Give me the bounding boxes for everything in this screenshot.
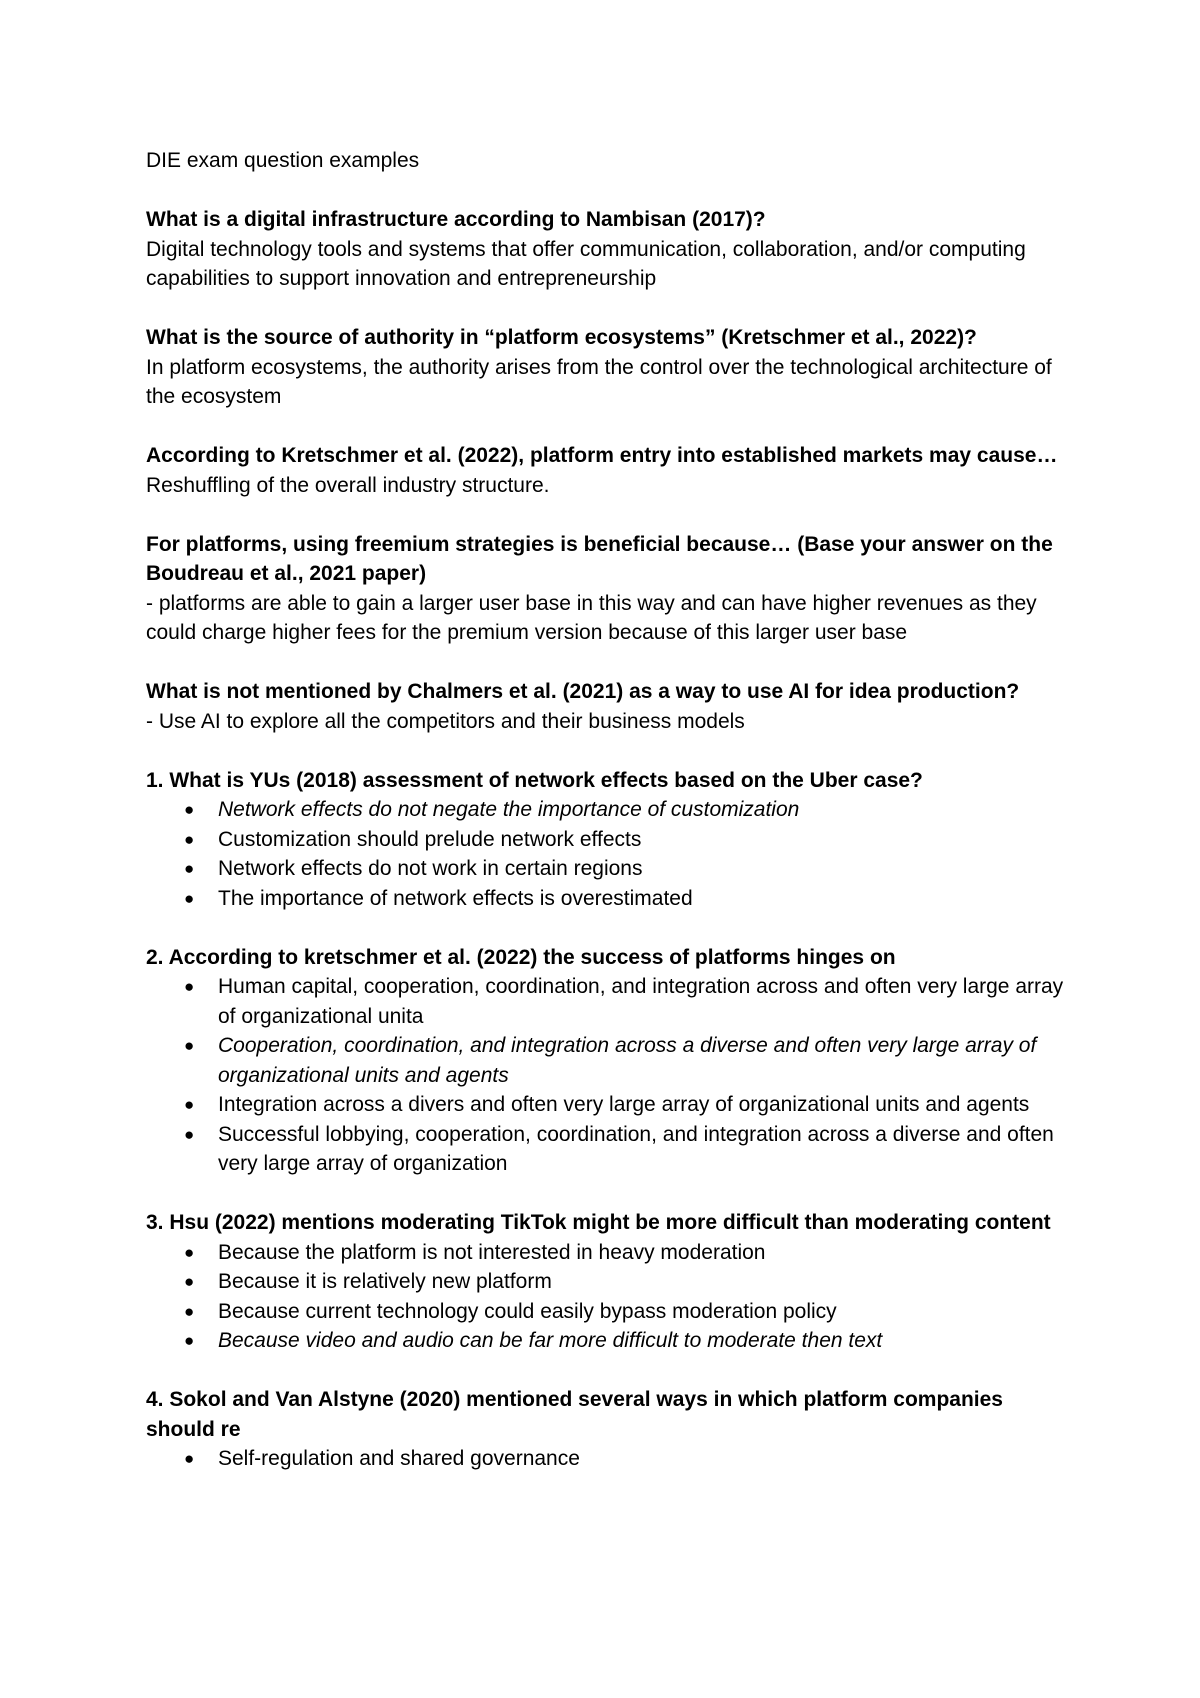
option-text: Because video and audio can be far more difficult to moderate then text [218,1329,883,1352]
qa-block [146,677,1066,736]
bullet-icon: ● [184,888,195,908]
bullet-icon: ● [184,829,195,849]
mcq-question: 2. According to kretschmer et al. (2022) the success of platforms hinges on [146,945,896,969]
document-title: DIE exam question examples [146,149,420,172]
option-item [184,1444,1066,1474]
option-text: Because current technology could easily bypass moderation policy [218,1299,837,1323]
option-item [184,972,1066,1031]
qa-block [146,323,1066,412]
option-text: Customization should prelude network effects [218,827,642,851]
option-text: Because it is relatively new platform [218,1270,552,1293]
option-item [184,1031,1066,1090]
option-text: Network effects do not work in certain regions [218,857,643,880]
bullet-icon: ● [184,859,195,878]
option-list [146,795,1066,913]
question-text: What is not mentioned by Chalmers et al. (2021) as a way to use AI for idea production? [146,680,1020,703]
bullet-icon: ● [184,1449,195,1468]
bullet-icon: ● [184,1331,195,1350]
option-item [184,884,1066,914]
option-list [146,1238,1066,1356]
option-item [184,1267,1066,1297]
answer-text: - Use AI to explore all the competitors and their business models [146,709,745,733]
mcq-block [146,766,1066,914]
answer-text: Reshuffling of the overall industry structure. [146,473,550,497]
question-text: What is a digital infrastructure according to Nambisan (2017)? [146,208,766,231]
question-text: For platforms, using freemium strategies is beneficial because… (Base your answer on the Boudreau et al., 2021 paper) [146,532,1053,585]
option-text: Cooperation, coordination, and integration across a diverse and often very large array of organizational units and agents [218,1034,1037,1087]
mcq-block [146,943,1066,1179]
bullet-icon: ● [184,1301,195,1321]
question-text: According to Kretschmer et al. (2022), platform entry into established markets may cause… [146,444,1058,467]
mcq-question: 1. What is YUs (2018) assessment of network effects based on the Uber case? [146,768,923,792]
answer-text: - platforms are able to gain a larger user base in this way and can have higher revenues as they could charge higher fees for the premium version because of this larger user base [146,591,1037,644]
option-item [184,854,1066,884]
option-item [184,1090,1066,1120]
option-text: Successful lobbying, cooperation, coordination, and integration across a diverse and often very large array of organization [218,1122,1054,1175]
option-item [184,1297,1066,1327]
option-text: Integration across a divers and often very large array of organizational units and agents [218,1093,1030,1116]
qa-block [146,205,1066,294]
bullet-icon: ● [184,1036,195,1055]
answer-text: In platform ecosystems, the authority arises from the control over the technological architecture of the ecosystem [146,355,1052,408]
qa-block [146,530,1066,648]
mcq-block [146,1208,1066,1356]
bullet-icon: ● [184,1095,195,1114]
option-text: Because the platform is not interested in heavy moderation [218,1240,766,1264]
bullet-icon: ● [184,977,195,996]
bullet-icon: ● [184,1272,195,1291]
bullet-icon: ● [184,800,195,819]
option-item [184,1326,1066,1356]
option-item [184,1238,1066,1268]
question-text: What is the source of authority in “platform ecosystems” (Kretschmer et al., 2022)? [146,326,977,349]
mcq-question: 3. Hsu (2022) mentions moderating TikTok might be more difficult than moderating content [146,1211,1051,1234]
mcq-block [146,1385,1066,1474]
option-list [146,972,1066,1179]
bullet-icon: ● [184,1242,195,1262]
option-text: Network effects do not negate the importance of customization [218,798,800,821]
answer-text: Digital technology tools and systems that offer communication, collaboration, and/or computing capabilities to support innovation and entrepreneurship [146,237,1026,290]
qa-block [146,441,1066,500]
option-text: Human capital, cooperation, coordination, and integration across and often very large array of organizational unita [218,975,1064,1028]
document-page [146,146,1066,1503]
bullet-icon: ● [184,1124,195,1144]
option-item [184,1120,1066,1179]
option-list [146,1444,1066,1474]
option-text: The importance of network effects is overestimated [218,886,693,910]
option-item [184,795,1066,825]
option-item [184,825,1066,855]
mcq-question: 4. Sokol and Van Alstyne (2020) mentioned several ways in which platform companies should re [146,1388,1003,1441]
option-text: Self-regulation and shared governance [218,1447,580,1470]
